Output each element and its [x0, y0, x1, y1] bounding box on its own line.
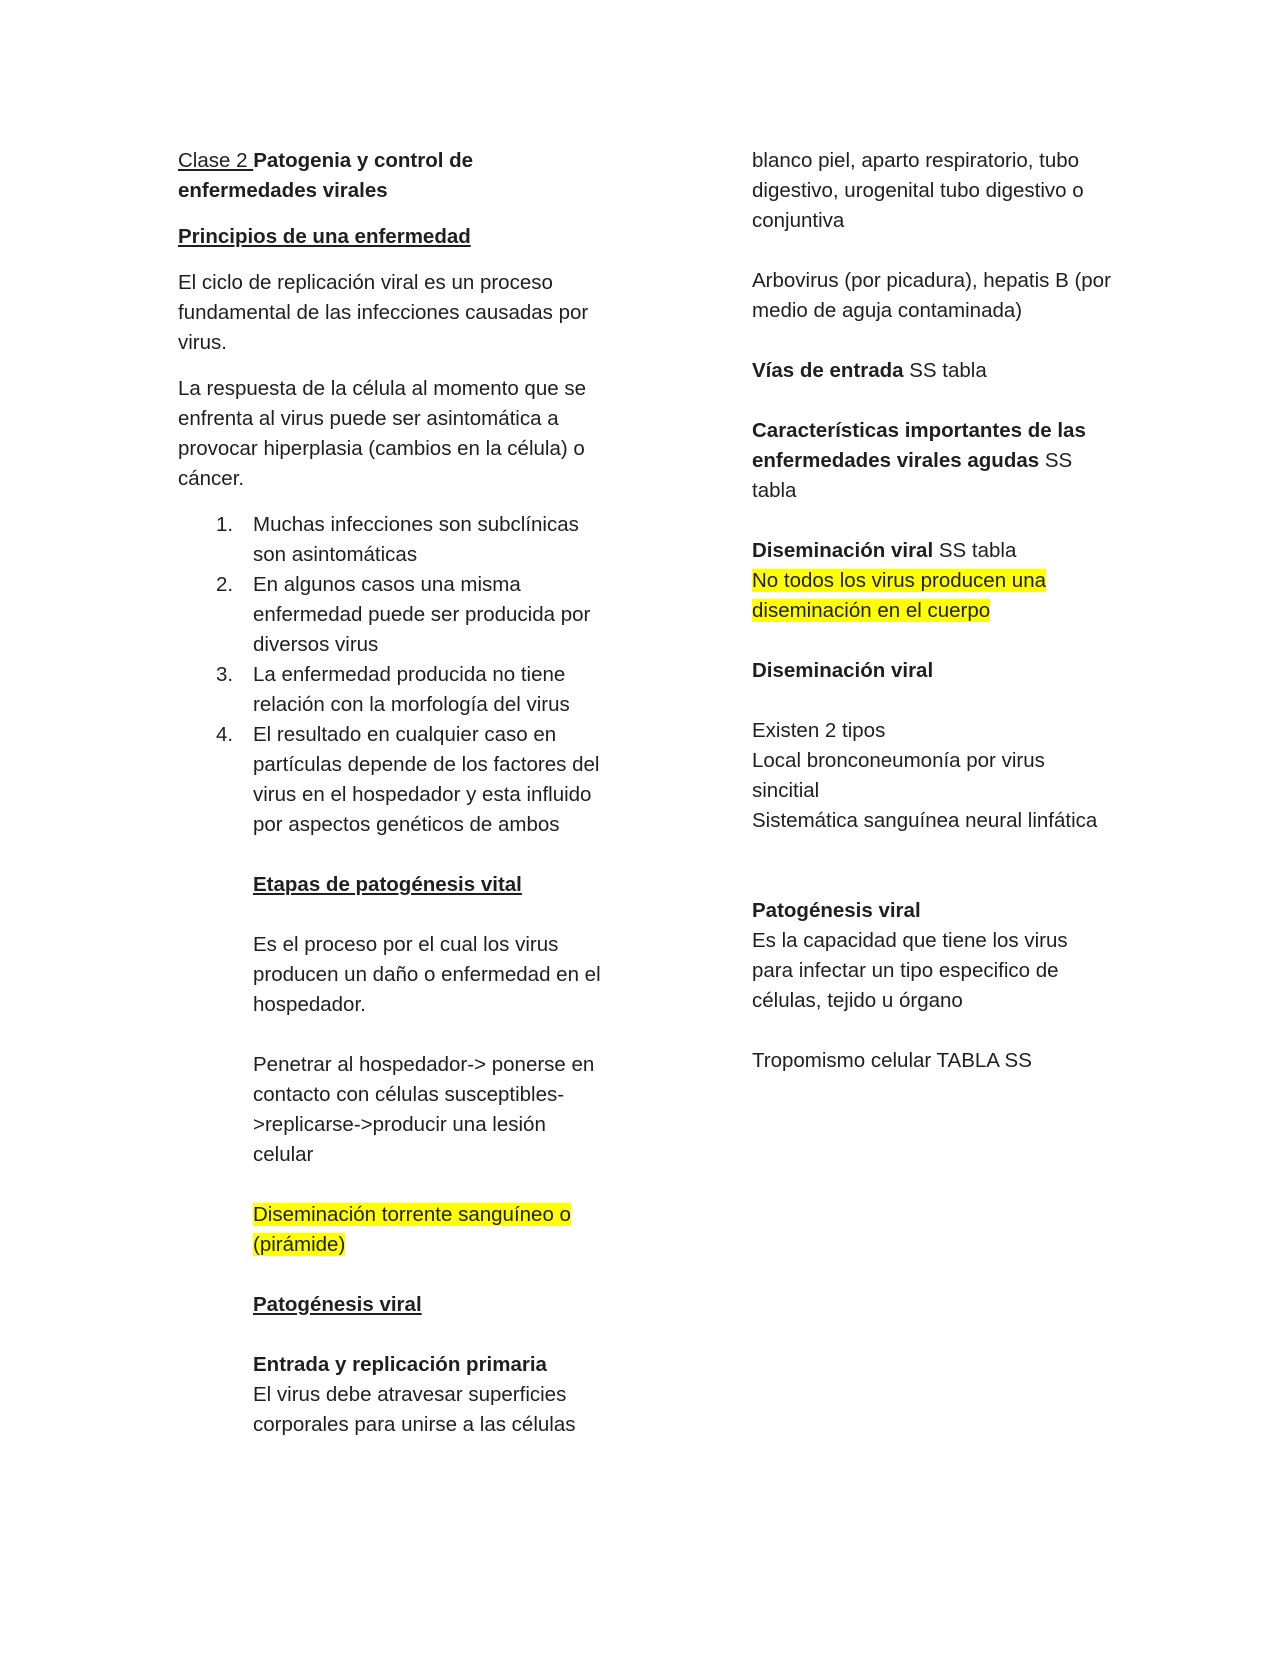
list-item — [178, 720, 608, 840]
dissemination-line — [752, 536, 1112, 566]
types-line-1: Existen 2 tipos — [752, 719, 886, 742]
entry-heading: Entrada y replicación primaria — [253, 1353, 547, 1376]
list-item — [178, 570, 608, 660]
dissemination-note: SS tabla — [933, 539, 1017, 562]
characteristics-line — [752, 416, 1112, 506]
list-item — [178, 660, 608, 720]
entry-routes-line — [752, 356, 1112, 386]
dissemination-highlight: No todos los virus producen una diseminación en el cuerpo — [752, 569, 1047, 622]
entry-routes-label: Vías de entrada — [752, 359, 904, 382]
title-prefix: Clase 2 — [178, 149, 254, 172]
paragraph-replication: El ciclo de replicación viral es un proceso fundamental de las infecciones causadas por virus. — [178, 271, 589, 354]
dissemination-highlight-line — [752, 566, 1112, 626]
list-text: En algunos casos una misma enfermedad puede ser producida por diversos virus — [253, 573, 591, 656]
highlight-text: Diseminación torrente sanguíneo o (pirámide) — [253, 1203, 571, 1256]
dissemination-label: Diseminación viral — [752, 539, 934, 562]
list-text: Muchas infecciones son subclínicas son asintomáticas — [253, 513, 579, 566]
principles-heading: Principios de una enfermedad — [178, 225, 471, 248]
tropism-text: Tropomismo celular TABLA SS — [752, 1049, 1032, 1072]
list-number: 2. — [216, 573, 234, 596]
stages-text: Es el proceso por el cual los virus producen un daño o enfermedad en el hospedador. — [253, 933, 601, 1016]
paragraph-cell-response: La respuesta de la célula al momento que se enfrenta al virus puede ser asintomática a provocar hiperplasia (cambios en la célula) o cáncer. — [178, 377, 586, 490]
entry-routes-note: SS tabla — [903, 359, 987, 382]
steps-text: Penetrar al hospedador-> ponerse en contacto con células susceptibles->replicarse->producir una lesión celular — [253, 1053, 595, 1166]
highlight-dissemination — [253, 1200, 608, 1260]
list-item — [178, 510, 608, 570]
list-number: 4. — [216, 723, 234, 746]
entry-text: El virus debe atravesar superficies corporales para unirse a las células — [253, 1383, 576, 1436]
document-title — [178, 146, 608, 206]
principles-list — [178, 510, 608, 840]
list-text: El resultado en cualquier caso en partículas depende de los factores del virus en el hospedador y esta influido por aspectos genéticos de ambos — [253, 723, 600, 836]
characteristics-label: Características importantes de las enfermedades virales agudas — [752, 419, 1086, 472]
types-line-3: Sistemática sanguínea neural linfática — [752, 809, 1098, 832]
types-line-2: Local bronconeumonía por virus sincitial — [752, 749, 1045, 802]
pathogenesis-heading: Patogénesis viral — [253, 1293, 422, 1316]
list-number: 3. — [216, 663, 234, 686]
characteristics-note: SS tabla — [752, 449, 1073, 502]
indented-section — [178, 840, 608, 1440]
pathogenesis-text: Es la capacidad que tiene los virus para infectar un tipo especifico de células, tejido u órgano — [752, 929, 1068, 1012]
list-text: La enfermedad producida no tiene relación con la morfología del virus — [253, 663, 570, 716]
title-rest: Patogenia y control de enfermedades virales — [178, 149, 474, 202]
continuation-text: blanco piel, aparto respiratorio, tubo digestivo, urogenital tubo digestivo o conjuntiva — [752, 149, 1084, 232]
arbovirus-text: Arbovirus (por picadura), hepatis B (por medio de aguja contaminada) — [752, 269, 1111, 322]
pathogenesis-heading-right: Patogénesis viral — [752, 899, 921, 922]
right-column — [752, 146, 1112, 1076]
stages-heading: Etapas de patogénesis vital — [253, 873, 522, 896]
list-number: 1. — [216, 513, 234, 536]
left-column — [178, 146, 608, 1440]
dissemination-heading: Diseminación viral — [752, 659, 934, 682]
